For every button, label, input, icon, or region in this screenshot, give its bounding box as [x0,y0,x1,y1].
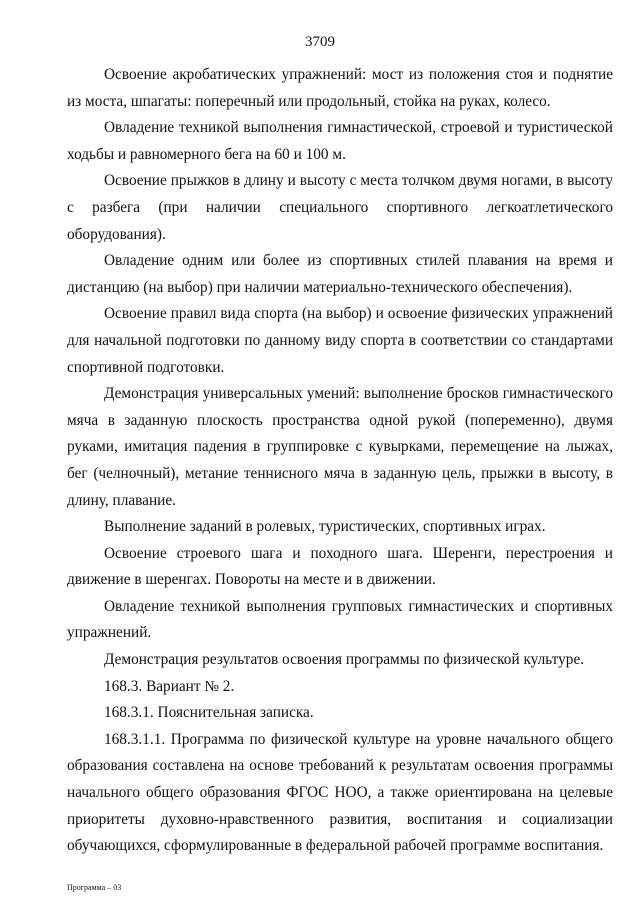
paragraph-sport-rules: Освоение правил вида спорта (на выбор) и освоение физических упражнений для начальной подготовки по данному виду спорта в соответствии со стандартами спортивной подготовки. [67,305,613,376]
section-heading-variant: 168.3. Вариант № 2. [104,677,235,695]
paragraph-swimming: Овладение одним или более из спортивных стилей плавания на время и дистанцию (на выбор) при наличии материально-технического обеспечения). [67,252,613,296]
paragraph-jumps: Освоение прыжков в длину и высоту с места толчком двумя ногами, в высоту с разбега (при наличии специального спортивного легкоатлетического оборудования). [67,172,613,243]
paragraph-games: Выполнение заданий в ролевых, туристических, спортивных играх. [104,518,546,536]
paragraph-program-basis: 168.3.1.1. Программа по физической культуре на уровне начального общего образования составлена на основе требований к результатам освоения программы начального общего образования ФГОС НОО, а также ориентирована на целевые приоритеты духовно-нравственного развития, воспитания и социализации обучающихся, сформулированные в федеральной рабочей программе воспитания. [67,730,613,855]
paragraph-walking-running: Овладение техникой выполнения гимнастической, строевой и туристической ходьбы и равномерного бега на 60 и 100 м. [67,119,613,163]
paragraph-group-exercises: Овладение техникой выполнения групповых гимнастических и спортивных упражнений. [67,597,613,642]
document-body [67,62,613,860]
paragraph-acrobatics: Освоение акробатических упражнений: мост из положения стоя и поднятие из моста, шпагаты: поперечный или продольный, стойка на руках, колесо. [67,66,613,110]
paragraph-universal-skills: Демонстрация универсальных умений: выполнение бросков гимнастического мяча в заданную плоскость пространства одной рукой (попеременно), двумя руками, имитация падения в группировке с кувырками, перемещение на лыжах, бег (челночный), метание теннисного мяча в заданную цель, прыжки в высоту, в длину, плавание. [67,385,613,509]
paragraph-drill-step: Освоение строевого шага и походного шага. Шеренги, перестроения и движение в шеренгах. Повороты на месте и в движении. [67,544,613,589]
page-number: 3709 [305,34,335,50]
paragraph-results-demo: Демонстрация результатов освоения программы по физической культуре. [104,651,585,669]
footer-label: Программа – 03 [67,883,122,892]
section-heading-explanatory-note: 168.3.1. Пояснительная записка. [104,704,314,722]
